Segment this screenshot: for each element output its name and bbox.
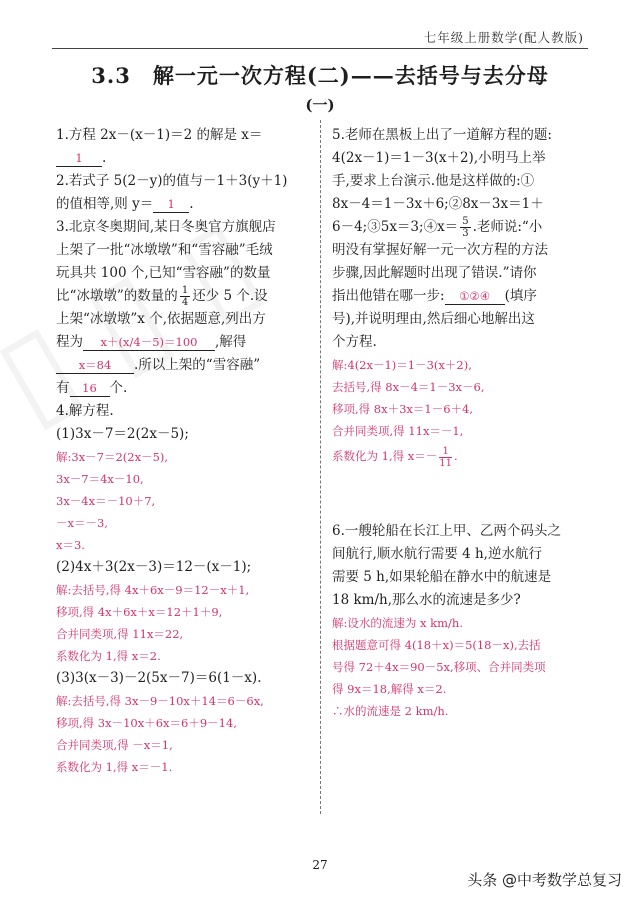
question-1-line1: 1.方程 2x－(x－1)＝2 的解是 x＝ xyxy=(56,127,263,143)
question-3-line6: 程为 x＋(x/4－5)＝100 ,解得 xyxy=(56,334,247,350)
question-1-line2: 1 . xyxy=(56,147,308,170)
question-3-line2: 上架了一批“冰墩墩”和“雪容融”毛绒 xyxy=(56,242,273,258)
solution-line: 解:3x－7＝2(2x－5), xyxy=(56,450,169,464)
section-subtitle: (一) xyxy=(305,96,335,114)
question-3-line5: 上架“冰墩墩”x 个,依据题意,列出方 xyxy=(56,311,266,327)
solution-line: 移项,得 4x＋6x＋x＝12＋1＋9, xyxy=(56,605,223,619)
solution-line: 根据题意可得 4(18＋x)＝5(18－x),去括 xyxy=(332,638,541,652)
question-3-line7: x＝84 .所以上架的“雪容融” xyxy=(56,354,308,377)
question-5-line: 号),并说明理由,然后细心地解出这 xyxy=(332,311,535,327)
fraction-five-thirds: $\frac{5}{3}$ xyxy=(462,216,469,239)
answer-blank-q3-count: 16 xyxy=(70,380,110,397)
section-title: 3.3 解一元一次方程(二)——去括号与去分母 xyxy=(91,63,549,88)
question-5-line: 5.老师在黑板上出了一道解方程的题: xyxy=(332,127,552,143)
solution-line: x＝3. xyxy=(56,538,85,552)
solution-line: 移项,得 8x＋3x＝1－6＋4, xyxy=(332,402,474,416)
question-5-line: 明没有掌握好解一元一次方程的方法 xyxy=(332,242,548,258)
page-number: 27 xyxy=(312,858,328,872)
book-header: 七年级上册数学(配人教版) xyxy=(423,30,584,45)
answer-blank-q2: 1 xyxy=(153,196,189,213)
question-3-line8: 有 16 个. xyxy=(56,380,128,396)
question-5-line: 4(2x－1)＝1－3(x＋2),小明马上举 xyxy=(332,150,546,166)
question-5-line: 手,要求上台演示.他是这样做的:① xyxy=(332,173,535,189)
question-6-line: 6.一艘轮船在长江上甲、乙两个码头之 xyxy=(332,523,561,539)
solution-line: 系数化为 1,得 x＝－1. xyxy=(56,760,173,774)
question-3-line3: 玩具共 100 个,已知“雪容融”的数量 xyxy=(56,265,271,281)
solution-line: 系数化为 1,得 x＝－ $\frac{1}{11}$ . xyxy=(332,445,458,469)
solution-line: 系数化为 1,得 x＝2. xyxy=(56,649,161,663)
question-5-line: 个方程. xyxy=(332,334,377,350)
solution-line: 合并同类项,得 11x＝22, xyxy=(56,627,184,641)
answer-blank-q3-equation: x＋(x/4－5)＝100 xyxy=(83,334,215,351)
right-column xyxy=(332,124,590,722)
question-3-line1: 3.北京冬奥期间,某日冬奥官方旗舰店 xyxy=(56,219,276,235)
left-column xyxy=(56,124,308,778)
solution-line: 号得 72＋4x＝90－5x,移项、合并同类项 xyxy=(332,660,546,674)
answer-blank-q3-solution: x＝84 xyxy=(56,357,134,374)
solution-line: 移项,得 3x－10x＋6x＝6＋9－14, xyxy=(56,716,237,730)
answer-blank-q1: 1 xyxy=(56,150,102,167)
question-6-line: 需要 5 h,如果轮船在静水中的航速是 xyxy=(332,569,552,585)
question-4-heading: 4.解方程. xyxy=(56,403,114,419)
question-2-line2: 的值相等,则 y＝ 1 . xyxy=(56,196,194,212)
solution-line: 合并同类项,得 11x＝－1, xyxy=(332,424,464,438)
fraction-one-eleventh: $\frac{1}{11}$ xyxy=(439,445,453,469)
solution-line: 合并同类项,得 －x＝1, xyxy=(56,738,173,752)
solution-line: ∴水的流速是 2 km/h. xyxy=(332,704,449,718)
question-3-line4: 比“冰墩墩”的数量的 $\frac{1}{4}$ 还少 5 个.设 xyxy=(56,285,268,308)
question-2-line1: 2.若式子 5(2－y)的值与－1＋3(y＋1) xyxy=(56,173,288,189)
fraction-one-quarter: $\frac{1}{4}$ xyxy=(181,285,189,308)
solution-line: 3x－4x＝－10＋7, xyxy=(56,494,156,508)
header-rule xyxy=(52,48,588,49)
solution-line: 3x－7＝4x－10, xyxy=(56,472,144,486)
question-6-line: 18 km/h,那么水的流速是多少? xyxy=(332,592,521,608)
solution-line: 解:去括号,得 4x＋6x－9＝12－x＋1, xyxy=(56,583,250,597)
solution-line: 解:设水的流速为 x km/h. xyxy=(332,616,463,630)
question-4-part1: (1)3x－7＝2(2x－5); xyxy=(56,426,189,442)
solution-line: 解:4(2x－1)＝1－3(x＋2), xyxy=(332,358,472,372)
solution-line: 得 9x＝18,解得 x＝2. xyxy=(332,682,447,696)
question-5-line: 指出他错在哪一步: ①②④ (填序 xyxy=(332,288,537,304)
solution-line: 去括号,得 8x－4＝1－3x－6, xyxy=(332,380,485,394)
question-6-line: 间航行,顺水航行需要 4 h,逆水航行 xyxy=(332,546,542,562)
question-4-part2: (2)4x＋3(2x－3)＝12－(x－1); xyxy=(56,559,252,575)
toutiao-watermark: 头条 @中考数学总复习 xyxy=(463,867,626,892)
answer-blank-q5: ①②④ xyxy=(445,288,505,305)
question-4-part3: (3)3(x－3)－2(5x－7)＝6(1－x). xyxy=(56,670,262,686)
spacer xyxy=(332,470,590,520)
question-5-line: 步骤,因此解题时出现了错误.”请你 xyxy=(332,265,537,281)
question-5-line: 8x－4＝1－3x＋6;②8x－3x＝1＋ xyxy=(332,196,544,212)
question-5-line: 6－4;③5x＝3;④x＝ $\frac{5}{3}$ .老师说:“小 xyxy=(332,216,543,239)
solution-line: －x＝－3, xyxy=(56,516,108,530)
column-divider xyxy=(320,120,321,814)
solution-line: 解:去括号,得 3x－9－10x＋14＝6－6x, xyxy=(56,694,264,708)
